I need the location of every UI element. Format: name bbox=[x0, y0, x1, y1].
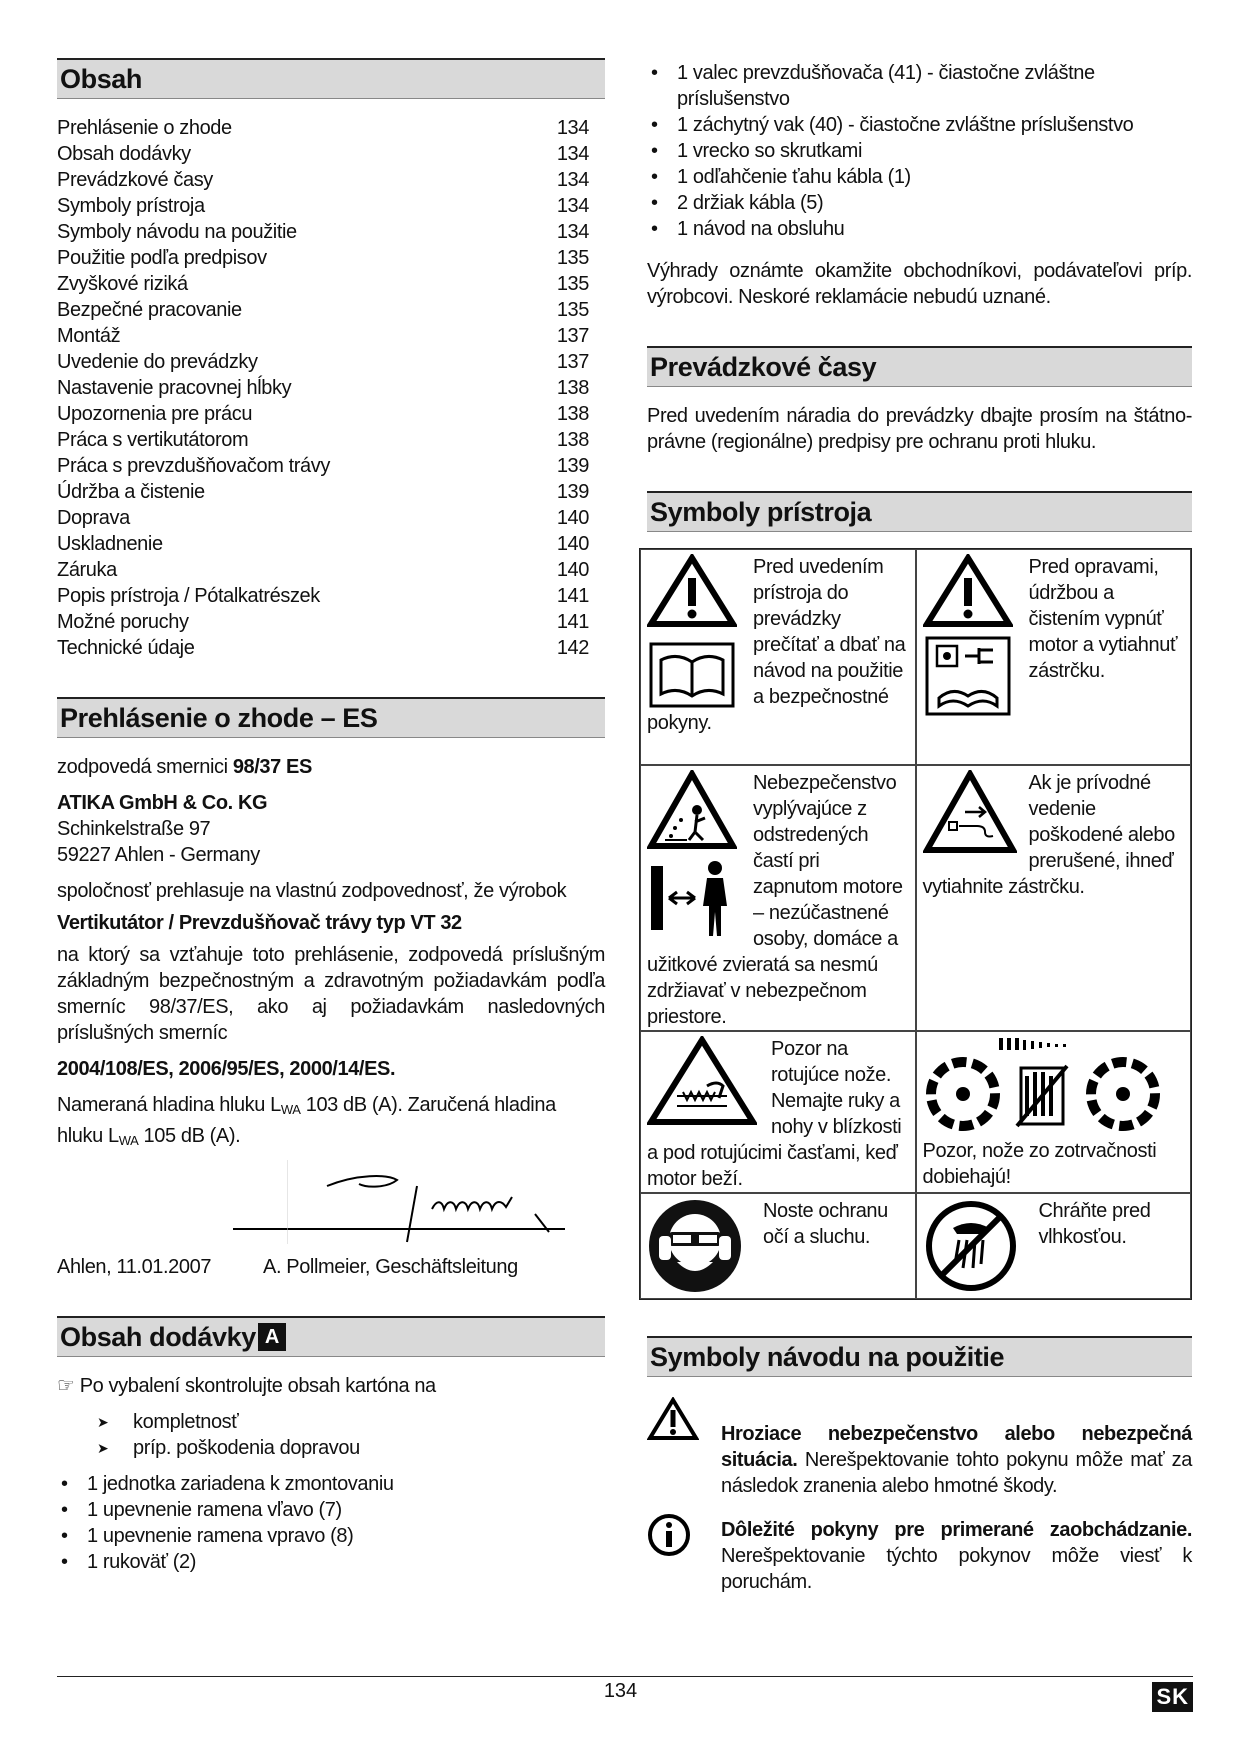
symbol-text-damaged-cable: Ak je prívodné vedenie poškodené alebo prerušené, ihneď vytiahnite zástrčku. bbox=[922, 772, 1175, 898]
figure-badge: A bbox=[258, 1323, 286, 1351]
damaged-cable-warning-icon bbox=[923, 770, 1017, 854]
delivery-item: • 1 upevnenie ramena vpravo (8) bbox=[57, 1523, 605, 1549]
symbol-cell-read-manual bbox=[640, 549, 916, 765]
toc-label: Uvedenie do prevádzky bbox=[57, 351, 258, 373]
company-name: ATIKA GmbH & Co. KG bbox=[57, 792, 268, 814]
blade-rundown-icon bbox=[923, 1036, 1163, 1136]
symbol-cell-thrown-parts bbox=[640, 765, 916, 1031]
left-column bbox=[57, 58, 605, 1575]
manual-symbols-heading: Symboly návodu na použitie bbox=[647, 1336, 1192, 1377]
toc-page: 135 bbox=[556, 247, 589, 269]
danger-note bbox=[647, 1397, 1192, 1499]
toc-page: 141 bbox=[556, 585, 589, 607]
toc-label: Symboly návodu na použitie bbox=[57, 221, 297, 243]
noise-sub-1: WA bbox=[280, 1102, 301, 1117]
unpack-note bbox=[57, 1373, 605, 1399]
toc-page: 134 bbox=[556, 221, 589, 243]
warning-triangle-icon bbox=[647, 554, 737, 628]
signatory: A. Pollmeier, Geschäftsleitung bbox=[263, 1256, 518, 1278]
noise-text-1: Nameraná hladina hluku L bbox=[57, 1094, 281, 1116]
toc-page: 139 bbox=[556, 481, 589, 503]
delivery-item: • 1 záchytný vak (40) - čiastočne zvláštne príslušenstvo bbox=[647, 112, 1192, 138]
toc-row bbox=[57, 219, 605, 245]
book-icon bbox=[647, 640, 737, 710]
toc-row bbox=[57, 271, 605, 297]
toc-row bbox=[57, 505, 605, 531]
pointing-hand-icon: ☞ bbox=[57, 1375, 75, 1397]
toc-label: Údržba a čistenie bbox=[57, 481, 205, 503]
toc-row bbox=[57, 167, 605, 193]
keep-distance-icon bbox=[647, 858, 737, 938]
directive-number: 98/37 ES bbox=[232, 756, 312, 778]
toc-row bbox=[57, 635, 605, 661]
page-number: 134 bbox=[603, 1680, 638, 1702]
toc-page: 135 bbox=[556, 299, 589, 321]
toc-page: 140 bbox=[556, 533, 589, 555]
delivery-item: • 1 odľahčenie ťahu kábla (1) bbox=[647, 164, 1192, 190]
delivery-items-left bbox=[57, 1471, 605, 1575]
signature-area bbox=[57, 1154, 605, 1254]
toc-label: Symboly prístroja bbox=[57, 195, 205, 217]
toc-row bbox=[57, 297, 605, 323]
directive-prefix: zodpovedá smernici bbox=[57, 756, 233, 778]
toc-page: 141 bbox=[556, 611, 589, 633]
toc-label: Bezpečné pracovanie bbox=[57, 299, 242, 321]
footer-rule bbox=[57, 1676, 1193, 1677]
toc-row bbox=[57, 583, 605, 609]
delivery-item: • 1 jednotka zariadena k zmontovaniu bbox=[57, 1471, 605, 1497]
directive-line bbox=[57, 754, 605, 780]
eye-ear-protection-icon bbox=[647, 1198, 743, 1294]
toc-page: 138 bbox=[556, 403, 589, 425]
symbol-text-blade-rundown: Pozor, nože zo zotrvačnosti dobiehajú! bbox=[922, 1140, 1157, 1188]
warning-triangle-icon bbox=[647, 1397, 699, 1441]
toc-page: 140 bbox=[556, 507, 589, 529]
toc-page: 138 bbox=[556, 377, 589, 399]
toc-label: Popis prístroja / Pótalkatrészek bbox=[57, 585, 320, 607]
delivery-item: • 1 upevnenie ramena vľavo (7) bbox=[57, 1497, 605, 1523]
declaration-statement: spoločnosť prehlasuje na vlastnú zodpovednosť, že výrobok bbox=[57, 880, 567, 902]
delivery-items-right bbox=[647, 60, 1192, 242]
device-symbols-heading: Symboly prístroja bbox=[647, 491, 1192, 532]
noise-levels bbox=[57, 1092, 605, 1154]
thrown-objects-warning-icon bbox=[647, 770, 737, 850]
place-date: Ahlen, 11.01.2007 bbox=[57, 1256, 212, 1278]
unplug-manual-icon bbox=[923, 636, 1013, 716]
symbol-cell-damaged-cable bbox=[916, 765, 1192, 1031]
language-badge: SK bbox=[1152, 1682, 1193, 1712]
declaration-body: na ktorý sa vzťahuje toto prehlásenie, zodpovedá príslušným základným bezpečnostným a zdravotným požiadavkám podľa smerníc 98/37/ES, ako aj požiadavkám nasledovných príslušných smerníc bbox=[57, 944, 605, 1044]
info-icon bbox=[647, 1513, 691, 1557]
symbol-cell-protect-moisture bbox=[916, 1193, 1192, 1299]
toc-row bbox=[57, 479, 605, 505]
toc-page: 134 bbox=[556, 169, 589, 191]
toc-page: 135 bbox=[556, 273, 589, 295]
symbol-text-read-manual: Pred uvedením prístroja do prevádzky prečítať a dbať na návod na použitie a bezpečnostné pokyny. bbox=[647, 556, 906, 734]
toc-label: Technické údaje bbox=[57, 637, 195, 659]
toc-row bbox=[57, 401, 605, 427]
noise-text-2: 103 dB (A). Zaručená hladina hluku L bbox=[57, 1094, 556, 1147]
delivery-item: • 2 držiak kábla (5) bbox=[647, 190, 1192, 216]
directive-list: 2004/108/ES, 2006/95/ES, 2000/14/ES. bbox=[57, 1058, 396, 1080]
toc-page: 134 bbox=[556, 143, 589, 165]
toc-label: Prevádzkové časy bbox=[57, 169, 213, 191]
table-of-contents bbox=[57, 115, 605, 661]
toc-row bbox=[57, 193, 605, 219]
toc-row bbox=[57, 141, 605, 167]
delivery-heading-text: Obsah dodávky bbox=[60, 1322, 256, 1352]
info-note-bold: Dôležité pokyny pre primerané zaobchádzanie. bbox=[721, 1519, 1192, 1541]
no-moisture-icon bbox=[923, 1198, 1019, 1294]
toc-row bbox=[57, 323, 605, 349]
toc-page: 134 bbox=[556, 117, 589, 139]
danger-note-text: Nerešpektovanie tohto pokynu môže mať za následok zranenia alebo hmotné škody. bbox=[721, 1449, 1192, 1497]
complaint-note: Výhrady oznámte okamžite obchodníkovi, podávateľovi príp. výrobcovi. Neskoré reklamácie nebudú uznané. bbox=[647, 260, 1192, 308]
symbol-cell-unplug-maintenance bbox=[916, 549, 1192, 765]
delivery-item: • 1 návod na obsluhu bbox=[647, 216, 1192, 242]
toc-page: 139 bbox=[556, 455, 589, 477]
toc-label: Nastavenie pracovnej hĺbky bbox=[57, 377, 292, 399]
operating-times-body: Pred uvedením náradia do prevádzky dbajte prosím na štátno-právne (regionálne) predpisy pre ochranu proti hluku. bbox=[647, 405, 1192, 453]
toc-row bbox=[57, 557, 605, 583]
declaration-heading: Prehlásenie o zhode – ES bbox=[57, 697, 605, 738]
symbol-cell-rotating-blades bbox=[640, 1031, 916, 1193]
company-city: 59227 Ahlen - Germany bbox=[57, 844, 260, 866]
toc-page: 138 bbox=[556, 429, 589, 451]
toc-row bbox=[57, 427, 605, 453]
symbol-text-rotating-blades: Pozor na rotujúce nože. Nemajte ruky a nohy v blízkosti a pod rotujúcimi časťami, keď motor beží. bbox=[647, 1038, 902, 1190]
check-item: ➤ príp. poškodenia dopravou bbox=[97, 1435, 605, 1461]
symbol-cell-eye-ear-protection bbox=[640, 1193, 916, 1299]
contents-heading: Obsah bbox=[57, 58, 605, 99]
company-street: Schinkelstraße 97 bbox=[57, 818, 211, 840]
danger-note-bold: Hroziace nebezpečenstvo alebo nebezpečná situácia. bbox=[721, 1423, 1192, 1471]
rotating-blades-warning-icon bbox=[647, 1036, 757, 1126]
toc-label: Upozornenia pre prácu bbox=[57, 403, 253, 425]
toc-label: Práca s prevzdušňovačom trávy bbox=[57, 455, 330, 477]
warning-triangle-icon bbox=[923, 554, 1013, 628]
noise-sub-2: WA bbox=[118, 1133, 139, 1148]
delivery-item: • 1 rukoväť (2) bbox=[57, 1549, 605, 1575]
toc-row bbox=[57, 453, 605, 479]
toc-row bbox=[57, 375, 605, 401]
info-note-text: Nerešpektovanie týchto pokynov môže viesť k poruchám. bbox=[721, 1545, 1192, 1593]
toc-label: Možné poruchy bbox=[57, 611, 189, 633]
toc-label: Doprava bbox=[57, 507, 130, 529]
delivery-item: • 1 valec prevzdušňovača (41) - čiastočne zvláštne príslušenstvo bbox=[647, 60, 1192, 112]
product-name: Vertikutátor / Prevzdušňovač trávy typ VT 32 bbox=[57, 912, 462, 934]
toc-row bbox=[57, 349, 605, 375]
toc-page: 140 bbox=[556, 559, 589, 581]
symbol-text-eye-ear-protection: Noste ochranu očí a sluchu. bbox=[763, 1200, 888, 1248]
signature-row bbox=[57, 1254, 605, 1280]
signature-graphic bbox=[287, 1154, 587, 1254]
toc-label: Záruka bbox=[57, 559, 117, 581]
info-note bbox=[647, 1513, 1192, 1595]
symbol-text-thrown-parts: Nebezpečenstvo vyplývajúce z odstredených častí pri zapnutom motore – nezúčastnené osoby, domáce a užitkové zvieratá sa nesmú zdržiavať v nebezpečnom priestore. bbox=[647, 772, 903, 1028]
toc-page: 137 bbox=[556, 351, 589, 373]
symbol-cell-blade-rundown bbox=[916, 1031, 1192, 1193]
right-column bbox=[647, 60, 1192, 1595]
unpack-intro: Po vybalení skontrolujte obsah kartóna na bbox=[79, 1375, 436, 1397]
toc-label: Montáž bbox=[57, 325, 121, 347]
toc-row bbox=[57, 531, 605, 557]
operating-times-heading: Prevádzkové časy bbox=[647, 346, 1192, 387]
toc-row bbox=[57, 609, 605, 635]
toc-label: Práca s vertikutátorom bbox=[57, 429, 249, 451]
toc-row bbox=[57, 115, 605, 141]
toc-label: Použitie podľa predpisov bbox=[57, 247, 267, 269]
toc-label: Obsah dodávky bbox=[57, 143, 191, 165]
toc-page: 134 bbox=[556, 195, 589, 217]
toc-page: 137 bbox=[556, 325, 589, 347]
toc-row bbox=[57, 245, 605, 271]
device-symbols-table bbox=[639, 548, 1192, 1300]
toc-label: Zvyškové riziká bbox=[57, 273, 188, 295]
toc-label: Prehlásenie o zhode bbox=[57, 117, 232, 139]
delivery-heading bbox=[57, 1316, 605, 1357]
symbol-text-unplug-maintenance: Pred opravami, údržbou a čistením vypnúť motor a vytiahnuť zástrčku. bbox=[1028, 556, 1178, 682]
noise-text-3: 105 dB (A). bbox=[138, 1125, 241, 1147]
symbol-text-protect-moisture: Chráňte pred vlhkosťou. bbox=[1038, 1200, 1151, 1248]
check-item: ➤ kompletnosť bbox=[97, 1409, 605, 1435]
toc-label: Uskladnenie bbox=[57, 533, 163, 555]
check-list bbox=[57, 1409, 605, 1461]
delivery-item: • 1 vrecko so skrutkami bbox=[647, 138, 1192, 164]
toc-page: 142 bbox=[556, 637, 589, 659]
